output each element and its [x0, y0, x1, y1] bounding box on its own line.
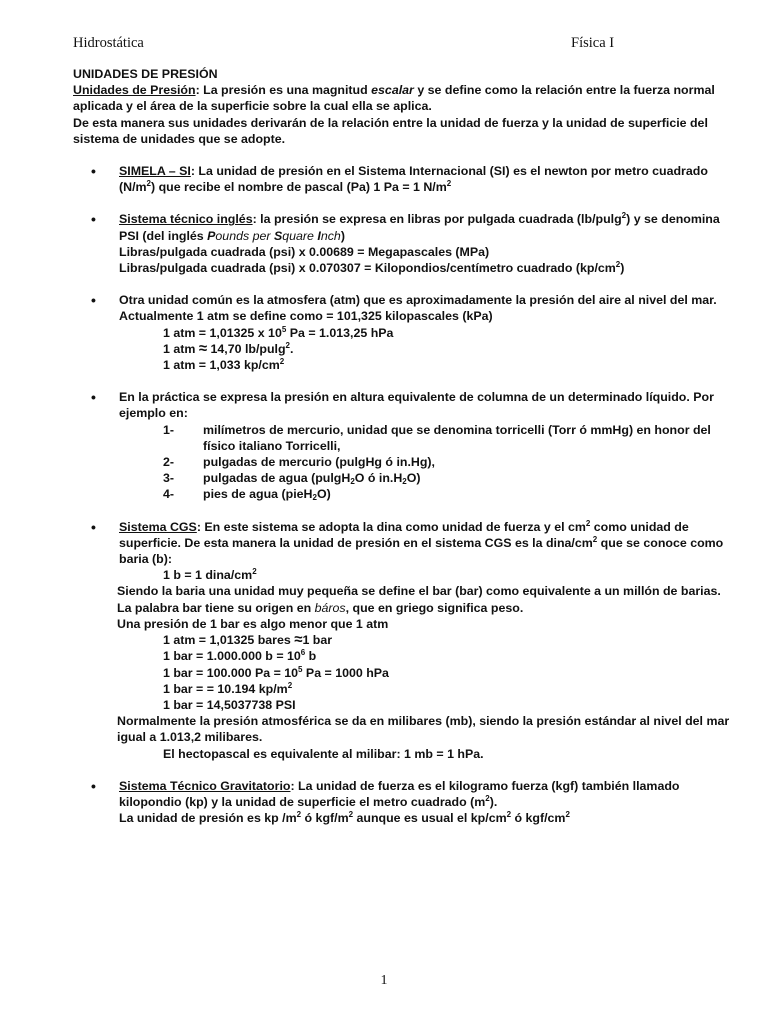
- superscript: 6: [300, 648, 306, 658]
- grav-text: ó kgf/m: [301, 811, 349, 826]
- subscript: 2: [312, 493, 317, 503]
- superscript: 2: [446, 179, 452, 189]
- list-item-atm: [73, 292, 733, 373]
- psi-word: quare: [282, 228, 318, 243]
- cgs-equation-2: [117, 632, 733, 648]
- document-body: [73, 66, 733, 826]
- units-list: [73, 163, 733, 422]
- equation-text: .: [290, 341, 294, 356]
- superscript: 2: [296, 810, 302, 820]
- liquid-item: [73, 486, 733, 502]
- cgs-line-2-end: , que en griego significa peso.: [345, 600, 524, 615]
- grav-line-2: [119, 810, 733, 826]
- equation-text: 1 atm = 1,033 kp/cm: [163, 358, 280, 373]
- psi-letter: P: [207, 228, 216, 243]
- equation-text: 1 atm = 1,01325 bares: [163, 633, 295, 648]
- psi-word: nch: [320, 228, 341, 243]
- simela-label: SIMELA – SI: [119, 164, 191, 179]
- intro-label: Unidades de Presión: [73, 83, 196, 98]
- superscript: 2: [592, 534, 598, 544]
- item-number: 2-: [163, 455, 175, 470]
- cgs-text: : En este sistema se adopta la dina como unidad de fuerza y el cm: [196, 519, 586, 534]
- units-list-3: [73, 778, 733, 827]
- superscript: 2: [146, 179, 151, 189]
- grav-text-2: ).: [489, 794, 498, 809]
- ingles-conversion-1: Libras/pulgada cuadrada (psi) x 0.00689 = Megapascales (MPa): [119, 244, 490, 259]
- ingles-text-3: ): [340, 228, 345, 243]
- ingles-text: : la presión se expresa en libras por pulgada cuadrada (lb/pulg: [252, 212, 622, 227]
- atm-text: • Otra unidad común es la atmosfera (atm) que es aproximadamente la presión del aire al nivel del mar.: [119, 293, 717, 308]
- superscript: 2: [279, 357, 285, 367]
- superscript: 2: [252, 567, 257, 577]
- list-item-cgs: [73, 519, 733, 584]
- approx-icon: ≈: [198, 339, 208, 357]
- cgs-equation-3: [117, 648, 733, 664]
- cgs-line-4: Normalmente la presión atmosférica se da en milibares (mb), siendo la presión estándar al nivel del mar igual a 1.013,2 milibares.: [117, 714, 730, 745]
- cgs-line-5: El hectopascal es equivalente al milibar: 1 mb = 1 hPa.: [163, 746, 484, 761]
- equation-text: 1 atm: [163, 341, 199, 356]
- equation-text: 1 bar: [302, 633, 333, 648]
- item-text: O ó in.H: [354, 471, 403, 486]
- cgs-line-2-text: La palabra bar tiene su origen en: [117, 600, 315, 615]
- superscript: 2: [585, 518, 591, 528]
- intro-text: : La presión es una magnitud: [195, 83, 372, 98]
- liquid-item: [73, 470, 733, 486]
- list-item-columna: [73, 389, 733, 421]
- liquid-item: [73, 422, 733, 454]
- cgs-label: Sistema CGS: [119, 519, 197, 534]
- superscript: 2: [485, 793, 490, 803]
- item-text: pulgadas de mercurio (pulgHg ó in.Hg),: [203, 455, 435, 470]
- psi-letter: S: [273, 228, 283, 243]
- cgs-text-3: que se conoce como baria (b):: [119, 535, 724, 567]
- intro-scalar: escalar: [371, 83, 414, 98]
- superscript: 2: [615, 260, 621, 270]
- grav-text: La unidad de presión es kp /m: [119, 811, 297, 826]
- grav-text: ó kgf/cm: [511, 811, 566, 826]
- cgs-line-2: [117, 600, 733, 616]
- intro-paragraph-2: De esta manera sus unidades derivarán de la relación entre la unidad de fuerza y la unidad de superficie del sistema de unidades que se adopte.: [73, 115, 708, 146]
- equation-text: 1 bar = 100.000 Pa = 10: [163, 665, 299, 680]
- equation-text: b: [305, 649, 317, 664]
- equation-text: 1 bar = 1.000.000 b = 10: [163, 649, 301, 664]
- superscript: 2: [621, 211, 627, 221]
- cgs-line-3: Una presión de 1 bar es algo menor que 1 atm: [117, 616, 389, 631]
- item-text: pies de agua (pieH: [203, 487, 313, 502]
- equation-text: 1 b = 1 dina/cm: [163, 568, 253, 583]
- cgs-text-2: como unidad de superficie. De esta manera la unidad de presión en el sistema CGS es la dina/cm: [119, 519, 689, 550]
- subscript: 2: [402, 477, 407, 487]
- item-text: milímetros de mercurio, unidad que se denomina torricelli (Torr ó mmHg) en honor del físico italiano Torricelli,: [203, 422, 711, 453]
- units-list-2: [73, 519, 733, 584]
- item-text: O): [406, 471, 421, 486]
- list-item-simela: [73, 163, 733, 195]
- equation-text: 14,70 lb/pulg: [207, 341, 286, 356]
- superscript: 2: [348, 810, 354, 820]
- psi-word: per: [252, 228, 274, 243]
- grav-text: : La unidad de fuerza es el kilogramo fuerza (kgf) también llamado kilopondio (kp) y la unidad de superficie el metro cuadrado (m: [119, 778, 680, 809]
- ingles-conversion-2-text: Libras/pulgada cuadrada (psi) x 0.070307 = Kilopondios/centímetro cuadrado (kp/cm: [119, 261, 616, 276]
- cgs-block: [73, 583, 733, 761]
- ingles-label: Sistema técnico inglés: [119, 212, 253, 227]
- equation-text: Pa = 1.013,25 hPa: [286, 325, 394, 340]
- item-number: 3-: [163, 471, 175, 486]
- ingles-text-2: ) y se denomina PSI (del inglés: [119, 212, 720, 243]
- subscript: 2: [350, 477, 355, 487]
- superscript: 2: [565, 810, 570, 820]
- grav-label: Sistema Técnico Gravitatorio: [119, 778, 291, 793]
- page-number: 1: [380, 973, 388, 988]
- list-item-gravitatorio: [73, 778, 733, 827]
- intro-paragraph: [73, 82, 733, 114]
- equation-text: 1 atm = 1,01325 x 10: [163, 325, 282, 340]
- psi-word: ounds: [215, 228, 253, 243]
- cgs-equation-4: [117, 665, 733, 681]
- cgs-equation-5: [117, 681, 733, 697]
- simela-text-2: ) que recibe el nombre de pascal (Pa) 1 Pa = 1 N/m: [151, 180, 447, 195]
- grav-text: aunque es usual el kp/cm: [353, 811, 507, 826]
- superscript: 5: [281, 324, 287, 334]
- columna-text: • En la práctica se expresa la presión en altura equivalente de columna de un determinado líquido. Por ejemplo en:: [119, 390, 714, 421]
- psi-letter: I: [317, 228, 321, 243]
- item-text: O): [316, 487, 331, 502]
- atm-equation-3: [119, 357, 733, 373]
- superscript: 2: [506, 810, 512, 820]
- cgs-line-1: Siendo la baria una unidad muy pequeña se define el bar (bar) como equivalente a un millón de barias.: [117, 584, 721, 599]
- approx-icon: ≈: [294, 631, 303, 649]
- equation-text: 1 bar = = 10.194 kp/m: [163, 681, 288, 696]
- item-text: pulgadas de agua (pulgH: [203, 471, 351, 486]
- liquid-column-list: [73, 422, 733, 503]
- header-right: Física I: [571, 35, 615, 51]
- superscript: 5: [298, 664, 303, 674]
- superscript: 2: [287, 680, 293, 690]
- atm-text-2: Actualmente 1 atm se define como = 101,325 kilopascales (kPa): [119, 309, 493, 324]
- ingles-conversion-2: [119, 260, 733, 276]
- cgs-equation-6: 1 bar = 14,5037738 PSI: [163, 697, 296, 712]
- item-number: 1-: [163, 422, 175, 437]
- equation-text: Pa = 1000 hPa: [302, 665, 389, 680]
- superscript: 2: [285, 340, 290, 350]
- liquid-item: [73, 454, 733, 470]
- header-left: Hidrostática: [73, 35, 144, 51]
- atm-equation-1: [119, 325, 733, 341]
- item-number: 4-: [163, 487, 175, 502]
- atm-equation-2: [119, 341, 733, 357]
- list-item-ingles: [73, 211, 733, 276]
- cgs-baros: báros: [314, 600, 346, 615]
- cgs-equation-1: [119, 567, 733, 583]
- intro-text-2: y se define como la relación entre la fuerza normal aplicada y el área de la superficie sobre la cual ella se aplica.: [73, 83, 715, 114]
- ingles-conversion-2-end: ): [620, 261, 625, 276]
- simela-text: : La unidad de presión en el Sistema Internacional (SI) es el newton por metro cuadrado (N/m: [119, 164, 708, 195]
- section-title: UNIDADES DE PRESIÓN: [73, 67, 218, 81]
